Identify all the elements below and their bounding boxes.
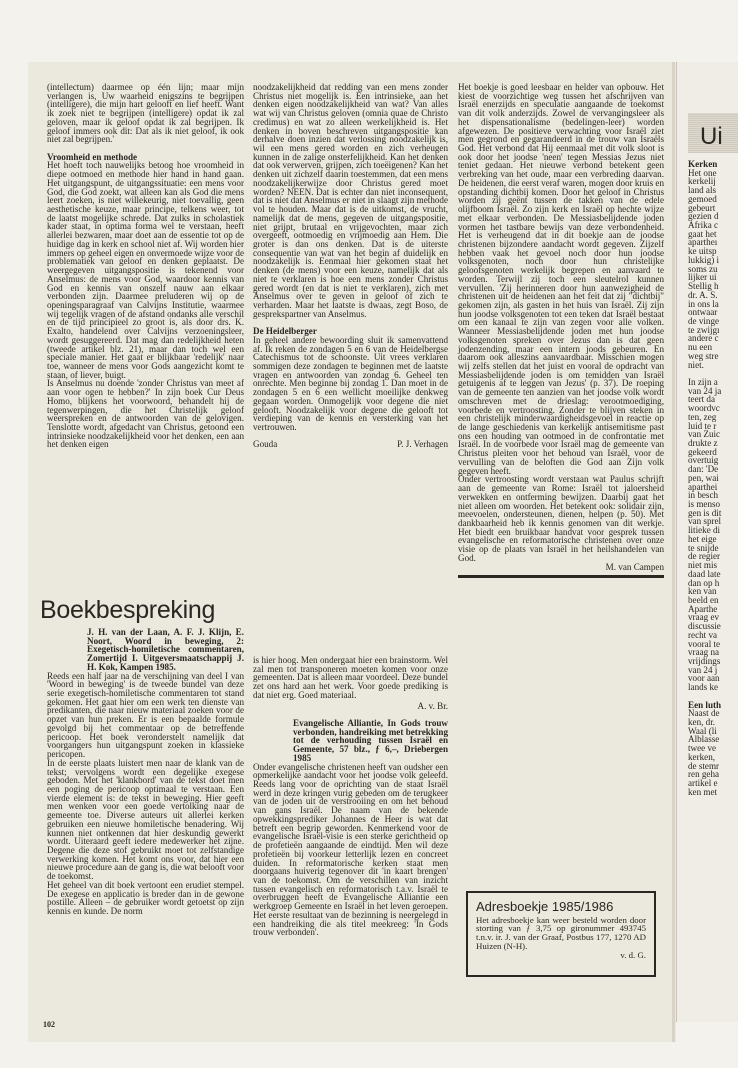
review-column-1 bbox=[47, 628, 244, 916]
text-line: kerkelij bbox=[688, 176, 716, 187]
line-group bbox=[688, 169, 738, 370]
paragraph: In de eerste plaats luistert men naar de klank van de tekst; vervolgens wordt een degelijke exegese geboden. Met het 'klankbord' van de tekst doet men een poging de pericoop optimaal te verstaan. Een vierde element is: de tekst in beweging. Hier geeft men wenken voor een goede vertolking naar de gemeente toe. Diverse auteurs uit allerlei kerken gebruiken een nieuwe homiletische benadering. Wij kunnen niet ontkennen dat hier deskundig gewerkt wordt. Uiteraard geeft iedere medewerker het zijne. Degene die deze stof gebruikt moet tot zelfstandige verwerking komen. Het komt ons voor, dat hier een nieuwe procedure aan de gang is, die wat belooft voor de toekomst. bbox=[47, 757, 244, 882]
paragraph: Onder evangelische christenen heeft van oudsher een opmerkelijke aandacht voor het joodse volk geleefd. Reeds lang voor de oprichting van de staat Israël werd in deze kringen vurig gebeden om de terugkeer van de joden uit de verstrooiing en om het behoud van gans Israël. De naam van de bekende opwekkingsprediker Johannes de Heer is wat dat betreft een begrip geworden. Kenmerkend voor de evangelische Israël-visie is een sterke gerichtheid op de profetieën aangaande de eindtijd. Men wil deze profetieën bij voorkeur letterlijk lezen en concreet duiden. In reformatorische kerken staat men doorgaans huiverig tegenover dit 'in kaart brengen' van de toekomst. Om de verschillen van inzicht tussen evangelisch en reformatorisch t.a.v. Israël te overbruggen heeft de Evangelische Alliantie een werkgroep Gemeente en Israël in het leven geroepen. Het eerste resultaat van de bezinning is neergelegd in een handreiking die als titel meekreeg: 'In Gods trouw verbonden'. bbox=[253, 761, 448, 938]
text-line: voor aan bbox=[688, 673, 720, 684]
text-line: luid te r bbox=[688, 420, 717, 431]
text-line: lukkig) i bbox=[688, 254, 720, 265]
text-line: Stellig h bbox=[688, 281, 719, 292]
book-title: J. H. van der Laan, A. F. J. Klijn, E. Noort, Woord in beweging, 2: Exegetisch-homiletische commentaren, Zomertijd I. Uitgeversmaatschappij J. H. Kok, Kampen 1985. bbox=[87, 627, 244, 672]
paragraph: Onder vertroosting wordt verstaan wat Paulus schrijft aan de gemeente van Rome: Israël tot jaloersheid verwekken en ontferming bewijzen. Daarbij gaat het niet alleen om woorden. Het betekent ook: solidair zijn, meevoelen, ondersteunen, dienen, helpen (p. 50). Met dankbaarheid heb ik kennis genomen van dit werkje. Het biedt een bruikbaar handvat voor gesprek tussen evangelische en reformatorische christenen over onze visie op de plaats van Israël in het heilshandelen van God. bbox=[458, 474, 664, 563]
text-line: vraag na bbox=[688, 647, 720, 658]
notice-text: Het adresboekje kan weer besteld worden door storting van ƒ 3,75 op gironummer 493745 t.n.v. ir. J. van der Graaf, Postbus 177, 1270 AD Huizen (N-H). bbox=[476, 914, 646, 951]
text-line: drukte z bbox=[688, 438, 718, 448]
text-line: van 24 ja bbox=[688, 385, 722, 396]
text-line: ren geha bbox=[688, 769, 720, 780]
text-line: recht va bbox=[688, 629, 718, 640]
text-line: apartheı bbox=[688, 237, 718, 248]
subheading-heidelberger: De Heidelberger bbox=[253, 326, 317, 337]
text-line: ken, dr. bbox=[688, 717, 716, 727]
text-line: andere c bbox=[688, 333, 719, 344]
text-line: land als bbox=[688, 185, 717, 196]
text-line: ken van bbox=[688, 586, 717, 597]
text-line: weg stre bbox=[688, 350, 719, 361]
text-line: van 24 j bbox=[688, 664, 718, 675]
paragraph: Reeds een half jaar na de verschijning van deel I van 'Woord in beweging' is de tweede bundel van deze serie exegetisch-homiletische commentaren tot stand gekomen. Het gaat hier om een werk ten dienste van predikanten, die naar nieuw materiaal zoeken voor de opzet van hun preken. Er is een bepaalde formule gevolgd bij het commentaar op de betreffende pericoop. Het boek veronderstelt namelijk dat voorgangers hun uitgangspunt zoeken in klassieke pericopen. bbox=[47, 670, 244, 760]
text-line: gemoed bbox=[688, 193, 717, 204]
text-line: Alblasse bbox=[688, 734, 720, 745]
text-line: te zwijgı bbox=[688, 324, 720, 335]
notice-box bbox=[466, 891, 656, 977]
text-line: Het one bbox=[688, 167, 717, 178]
line-group bbox=[688, 709, 738, 796]
review-author: A. v. Br. bbox=[417, 700, 448, 711]
text-line: in ons la bbox=[688, 298, 719, 309]
text-line: gezien d bbox=[688, 211, 719, 222]
text-line: niet mis bbox=[688, 560, 718, 571]
paragraph: Is Anselmus nu doende 'zonder Christus van meet af aan voor ogen te hebben?' In zijn boek Cur Deus Homo, blijkens het voorwoord, behandelt hij de tegenwerpingen, die het Christelijk geloof weerspreken en de antwoorden van de gelovigen. Tenslotte wordt, afgedacht van Christus, getoond een intrinsieke noodzakelijkheid voor het denken, een aan het denken eigen bbox=[47, 378, 244, 450]
text-line: dan op h bbox=[688, 577, 720, 588]
signature-author: P. J. Verhagen bbox=[397, 439, 448, 450]
text-line: gekeerd bbox=[688, 446, 717, 457]
column-2-top bbox=[253, 83, 448, 449]
paragraph: Het hoeft toch nauwelijks betoog hoe vroomheid in diepe ootmoed en methode hier hand in hand gaan. Het uitgangspunt, de uitgangssituatie: een mens voor God, die God zoekt, wat alleen kan als God die mens leert zoeken, is niet willekeurig, niet toevallig, geen aesthetische keuze, maar principe, telkens weer, tot de laatst mogelijke schrede. Dat zulks in scholastiek kader staat, in optima forma wel te verstaan, heeft allerlei bezwaren, maar doet aan de essentie tot op de huidige dag in kerk en school niet af. Wij worden hier immers op geheel eigen en onvermoede wijze voor de problematiek van geloof en denken geplaatst. De weergegeven uitgangspositie is tekenend voor Anselmus: de mens voor God, waardoor kennis van God en kennis van onszelf nauw aan elkaar verbonden zijn. Daarmee preluderen wij op de openingsparagraaf van Calvijns Institutie, waarmee wij tegelijk vragen of de afstand ondanks alle verschil en de tijd principieel zo groot is, als door drs. K. Exalto, handelend over Calvijns verzoeningsleer, wordt gesuggereerd. Dat mag dan redelijkheid heten (tweede artikel blz. 21), maar dan toch wel een speciale manier. Het gaat er blijkbaar 'redelijk' naar toe, wanneer de mens voor Gods aangezicht komt te staan, of liever, buigt. bbox=[47, 160, 244, 380]
text-line: vraag ev bbox=[688, 612, 720, 623]
text-line: Naast de bbox=[688, 708, 720, 719]
text-line: Aparthe bbox=[688, 603, 718, 614]
next-page-header bbox=[688, 113, 738, 153]
signature-author: M. van Campen bbox=[605, 561, 664, 572]
column-1-top bbox=[47, 83, 244, 449]
text-line: kerken, bbox=[688, 751, 716, 762]
column-3 bbox=[458, 83, 664, 578]
text-line: lijker ui bbox=[688, 272, 717, 283]
notice-title: Adresboekje 1985/1986 bbox=[476, 899, 614, 914]
notice-signature: v. d. G. bbox=[620, 949, 646, 960]
text-line: gaat het bbox=[688, 228, 717, 239]
next-page-heading: Een luth bbox=[688, 699, 722, 710]
text-line: vrijdings bbox=[688, 655, 721, 666]
text-line: artikel e bbox=[688, 778, 718, 789]
text-line: pen, wai bbox=[688, 472, 719, 483]
text-line: beeld en bbox=[688, 594, 719, 605]
paragraph: is hier hoog. Men ondergaat hier een brainstorm. Wel zal men tot transponeren moeten komen voor onze gemeenten. Dat is alleen maar voordeel. Deze bundel zet ons hard aan het werk. Voor goede prediking is dat niet erg. Goed materiaal. bbox=[253, 655, 448, 700]
text-line: de vinge bbox=[688, 315, 720, 326]
text-line: vooral te bbox=[688, 638, 721, 649]
signature-place: Gouda bbox=[253, 439, 278, 450]
line-group bbox=[688, 378, 738, 692]
text-line: gebeurt bbox=[688, 202, 716, 213]
text-line: de regier bbox=[688, 551, 721, 562]
text-line: Waal (li bbox=[688, 725, 717, 736]
text-line: dan: 'De bbox=[688, 464, 719, 475]
text-line: woordvc bbox=[688, 403, 720, 414]
divider-rule bbox=[458, 575, 664, 578]
text-line: daad late bbox=[688, 568, 721, 579]
text-line: litieke di bbox=[688, 525, 721, 536]
text-line: dr. A. S. bbox=[688, 289, 718, 300]
page-gutter bbox=[672, 62, 675, 1042]
text-line: Afrika c bbox=[688, 220, 719, 231]
review-column-2 bbox=[253, 656, 448, 937]
text-line: van Zuic bbox=[688, 429, 721, 440]
book-title: Evangelische Alliantie, In Gods trouw verbonden, handreiking met betrekking tot de verhouding tussen Israël en Gemeente, 57 blz., ƒ 6,–, Driebergen 1985 bbox=[293, 718, 448, 763]
text-line: aparthei bbox=[688, 481, 718, 492]
paragraph: Het boekje is goed leesbaar en helder van opbouw. Het kiest de voorzichtige weg tussen het afschrijven van Israël enerzijds en speculatie aangaande de toekomst van dit volk anderzijds. Zowel de vervangingsleer als het dispensationalisme (bedelingen-leer) worden afgewezen. De positieve verwachting voor Israël ziet men gegrond en gegarandeerd in de trouw van Israëls God. Het verbond dat Hij eenmaal met dit volk sloot is ook door het joodse 'neen' tegen Messias Jezus niet teniet gedaan. Het nieuwe verbond betekent geen verbreking van het oude, maar een verbreding daarvan. De heidenen, die eerst veraf waren, mogen door kruis en opstanding dichtbij komen. Door het geloof in Christus worden zij geënt tussen de takken van de edele olijfboom Israël. Zo zijn kerk en Israël op hechte wijze met elkaar verbonden. De Messiasbelijdende joden vormen het tastbare bewijs van deze verbondenheid. Het is verheugend dat in dit boekje aan de joodse christenen bijzondere aandacht wordt gegeven. Zijzelf hebben vaak het gevoel noch door hun joodse volksgenoten, noch door hun christelijke geloofsgenoten werkelijk begrepen en aanvaard te worden. Terwijl zij toch een sleutelrol kunnen vervullen. 'Zij herinneren door hun aanwezigheid de christenen uit de heidenen aan het feit dat zij "dichtbij" gekomen zijn, als gasten in het huis van Israël. Zij zijn hun joodse volksgenoten tot een teken dat Israël bestaat om een kanaal te zijn van zegen voor alle volken. Wanneer Messiasbelijdende joden met hun joodse volksgenoten spreken over Jezus dan is dat geen jodenzending, maar een intern joods gebeuren. En daarom ook alleszins aanvaardbaar. Misschien mogen wij zelfs stellen dat het juist en vooral de opdracht van Messiasbelijdende joden is om temidden van Israël getuigenis af te leggen van Jezus' (p. 37). De roeping van de gemeente ten aanzien van het joodse volk wordt omschreven met de drieslag: verootmoediging, voorbede en vertroosting. Zonder te blijven steken in een christelijk minderwaardigheidsgevoel in reactie op de lange geschiedenis van kerkelijk antisemitisme past ons een houding van ootmoed in de confrontatie met Israël. In de voorbede voor Israël mag de gemeente van Christus pleiten voor het behoud van Israël, voor de vervulling van de beloften die God aan Zijn volk gegeven heeft. bbox=[458, 82, 664, 476]
paragraph: noodzakelijkheid dat redding van een mens zonder Christus niet mogelijk is. Een intrinsieke, aan het denken eigen noodzakelijkheid van wat? Van alles wat wij van Christus geloven (omnia quae de Christo credimus) en wat zo alleen werkelijkheid is. Het denken in boven beschreven uitgangspositie kan derhalve doen inzien dat verlossing noodzakelijk is, wil een mens gered worden en zich verheugen kunnen in de zalige onsterfelijkheid. Kan het denken dat ook verwerven, grijpen, zich toeëigenen? Kan het denken uit zichzelf daarin toestemmen, dat een mens noodzakelijkerwijze door Christus gered moet worden? NEEN. Dat is echter dan niet inconsequent, dat is niet dat Anselmus er niet in slaagt zijn methode vol te houden. Maar dat is de uitkomst, de vrucht, namelijk dat de mens, gegeven de uitgangspositie, niet grijpt, brutaal en vrijgevochten, maar zich overgeeft, ootmoedig en vrijmoedig aan Hem. Die groter is dan ons denken. Dat is de uiterste consequentie van wat van het begin af duidelijk en noodzakelijk is. Eenmaal hier gekomen staat het denken (de mens) voor een keuze, namelijk dat als niet te verklaren is hoe een mens zonder Christus gered wordt (en dat is niet te verklaren), zich met Anselmus over te geven in geloof of zich te verharden. Maar het laatste is dwaas, zegt Boso, de gesprekspartner van Anselmus. bbox=[253, 82, 448, 319]
text-line: is menso bbox=[688, 499, 721, 510]
text-line: discussie bbox=[688, 621, 721, 632]
text-line: ten, zeg bbox=[688, 411, 717, 422]
text-line: ke uitsp bbox=[688, 246, 717, 257]
signature bbox=[253, 440, 448, 449]
text-line: de stemr bbox=[688, 760, 720, 771]
section-title: Boekbespreking bbox=[40, 596, 216, 624]
text-line: twee ve bbox=[688, 743, 717, 754]
text-line: In zijn a bbox=[688, 376, 718, 387]
text-line: ontwaar bbox=[688, 307, 718, 318]
text-line: het eige bbox=[688, 533, 717, 544]
text-line: soms zu bbox=[688, 263, 718, 274]
text-line: teert da bbox=[688, 394, 716, 405]
text-line: overtuig bbox=[688, 455, 719, 466]
text-line: van sprel bbox=[688, 516, 722, 527]
text-line: te snijde bbox=[688, 542, 719, 553]
next-page-heading: Kerken bbox=[688, 160, 718, 169]
subheading-vroomheid: Vroomheid en methode bbox=[47, 151, 138, 162]
text-line: gen is dit bbox=[688, 507, 722, 518]
text-line: lands ke bbox=[688, 682, 719, 693]
text-line: ken met bbox=[688, 786, 718, 797]
paragraph: (intellectum) daarmee op één lijn; maar mijn verlangen is, Uw waarheid enigszins te begrijpen (intelligere), die mijn hart gelooft en lief heeft. Want ik zoek niet te begrijpen (intelligere) opdat ik zal geloven, maar ik geloof opdat ik zal begrijpen. Ik geloof immers ook dit: Dat als ik niet geloof, ik ook niet zal begrijpen.' bbox=[47, 82, 244, 145]
text-line: in besch bbox=[688, 490, 719, 501]
text-line: nu een bbox=[688, 342, 712, 353]
next-page-header-text: Ui bbox=[700, 123, 723, 150]
paragraph: In geheel andere bewoording sluit ik samenvattend af. Ik reken de zondagen 5 en 6 van de Heidelbergse Catechismus tot de schoonste. Uit vrees verklaren sommigen deze zondagen te beginnen met de laatste vragen en antwoorden van zondag 6. Geheel ten onrechte. Men beginne bij zondag 1. Dan moet in de zondagen 5 en 6 een wellicht moeilijke denkweg gegaan worden. Onmogelijk voor degene die niet gelooft. Noodzakelijk voor degene die gelooft tot verdieping van de kennis en versterking van het vertrouwen. bbox=[253, 334, 448, 432]
next-page-text bbox=[688, 160, 738, 796]
page-number: 102 bbox=[43, 1020, 55, 1029]
paragraph: Het geheel van dit boek vertoont een erudiet stempel. De exegese en applicatio is breder dan in de gewone postille. Alleen – de gebruiker wordt getoetst op zijn kennis en kunde. De norm bbox=[47, 879, 244, 916]
text-line: niet. bbox=[688, 359, 704, 370]
